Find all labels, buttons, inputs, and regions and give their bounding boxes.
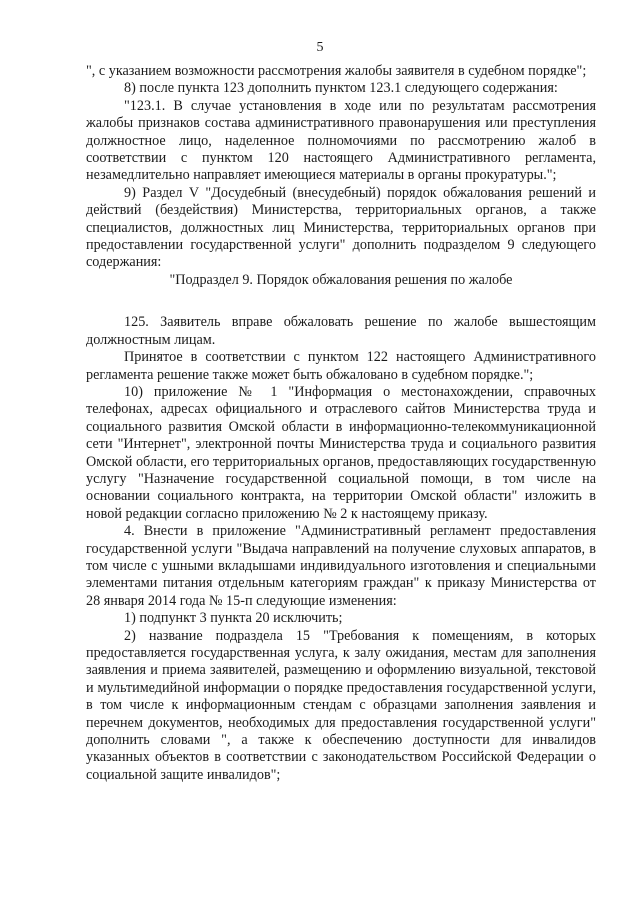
paragraph-item-10: 10) приложение № 1 "Информация о местонахождении, справочных телефонах, адресах официального и отраслевого сайтов Министерства труда и социального развития Омской области в информационно-телекоммуникационной сети "Интернет", электронной почты Министерства труда и социального развития Омской области, его территориальных органов, предоставляющих государственную услугу "Назначение государственной социальной помощи, в том числе на основании социального контракта, на территории Омской области" изложить в новой редакции согласно приложению № 2 к настоящему приказу. — [86, 383, 596, 522]
paragraph-item-9: 9) Раздел V "Досудебный (внесудебный) порядок обжалования решений и действий (бездействия) Министерства, территориальных органов, а также специалистов, должностных лиц Министерства, территориальных органов при предоставлении государственной услуги" дополнить подразделом 9 следующего содержания: — [86, 184, 596, 271]
paragraph-item-8: 8) после пункта 123 дополнить пунктом 123.1 следующего содержания: — [124, 80, 558, 97]
page-number: 5 — [316, 40, 324, 55]
paragraph-decision-appeal: Принятое в соответствии с пунктом 122 настоящего Административного регламента решение также может быть обжаловано в судебном порядке."; — [86, 349, 596, 383]
paragraph-123-1: "123.1. В случае установления в ходе или по результатам рассмотрения жалобы признаков состава административного правонарушения или преступления должностное лицо, наделенное полномочиями по рассмотрению жалоб в соответствии с пунктом 120 настоящего Административного регламента, незамедлительно направляет имеющиеся материалы в органы прокуратуры."; — [86, 97, 596, 184]
paragraph-continuation: ", с указанием возможности рассмотрения жалобы заявителя в судебном порядке"; — [86, 63, 587, 79]
paragraph-125: 125. Заявитель вправе обжаловать решение по жалобе вышестоящим должностным лицам. — [86, 314, 596, 348]
document-body — [86, 63, 596, 784]
paragraph-subitem-1: 1) подпункт 3 пункта 20 исключить; — [124, 610, 343, 627]
spacer — [86, 289, 596, 314]
paragraph-section-4: 4. Внести в приложение "Административный регламент предоставления государственной услуги "Выдача направлений на получение слуховых аппаратов, в том числе с ушными вкладышами индивидуального изготовления и специальными элементами питания отдельным категориям граждан" к приказу Министерства от 28 января 2014 года № 15-п следующие изменения: — [86, 523, 596, 609]
paragraph-subitem-2: 2) название подраздела 15 "Требования к помещениям, в которых предоставляется государственная услуга, к залу ожидания, местам для заполнения заявления и приема заявителей, размещению и оформлению визуальной, текстовой и мультимедийной информации о порядке предоставления государственной услуги, в том числе к информационным стендам с образцами заполнения заявления и перечнем документов, необходимых для предоставления государственной услуги" дополнить словами ", а также к обеспечению доступности для инвалидов указанных объектов в соответствии с законодательством Российской Федерации о социальной защите инвалидов"; — [86, 627, 596, 783]
subsection-heading: "Подраздел 9. Порядок обжалования решения по жалобе — [169, 271, 513, 288]
